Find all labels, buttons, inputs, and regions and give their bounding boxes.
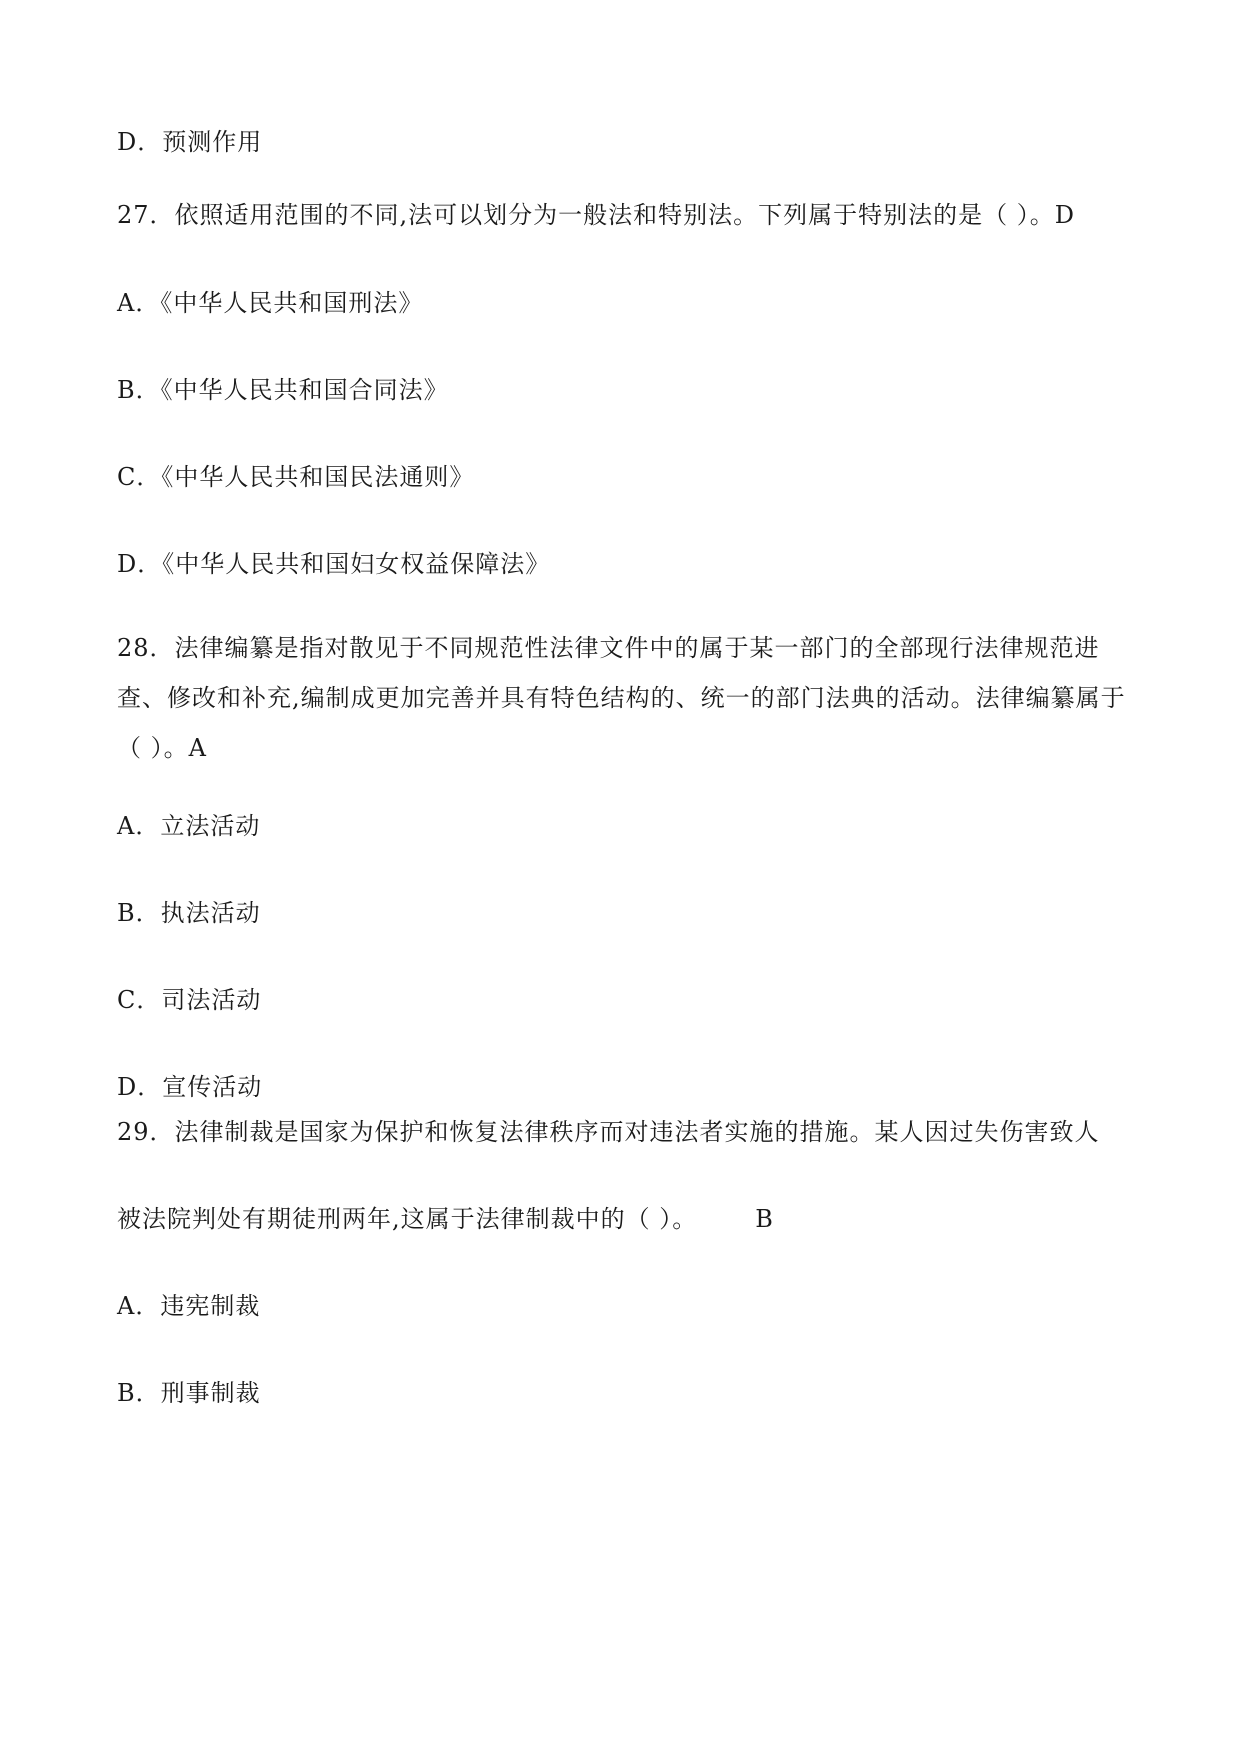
q29-stem-text: 被法院判处有期徒刑两年,这属于法律制裁中的（ ）。 bbox=[117, 1205, 698, 1233]
q27-stem: 27．依照适用范围的不同,法可以划分为一般法和特别法。下列属于特别法的是（ ）。D bbox=[117, 201, 1076, 229]
q28-option-c: C．司法活动 bbox=[117, 986, 262, 1014]
q28-option-a: A．立法活动 bbox=[117, 812, 261, 840]
q29-option-b: B．刑事制裁 bbox=[117, 1379, 261, 1407]
q29-answer: B bbox=[755, 1205, 774, 1233]
q28-stem: 28．法律编纂是指对散见于不同规范性法律文件中的属于某一部门的全部现行法律规范进查、修改和补充,编制成更加完善并具有特色结构的、统一的部门法典的活动。法律编纂属于（ ）。A bbox=[117, 634, 1126, 762]
q27-option-c: C．《中华人民共和国民法通则》 bbox=[117, 463, 475, 491]
q29-stem-line1: 29．法律制裁是国家为保护和恢复法律秩序而对违法者实施的措施。某人因过失伤害致人 bbox=[117, 1118, 1100, 1146]
q29-stem-line2 bbox=[117, 1204, 774, 1234]
q29-option-a: A．违宪制裁 bbox=[117, 1292, 261, 1320]
q27-option-d: D．《中华人民共和国妇女权益保障法》 bbox=[117, 550, 551, 578]
q27-option-a: A．《中华人民共和国刑法》 bbox=[117, 289, 424, 317]
q28-option-b: B．执法活动 bbox=[117, 899, 261, 927]
q26-option-d: D．预测作用 bbox=[117, 128, 263, 156]
q27-option-b: B．《中华人民共和国合同法》 bbox=[117, 376, 449, 404]
q28-option-d: D．宣传活动 bbox=[117, 1073, 263, 1101]
